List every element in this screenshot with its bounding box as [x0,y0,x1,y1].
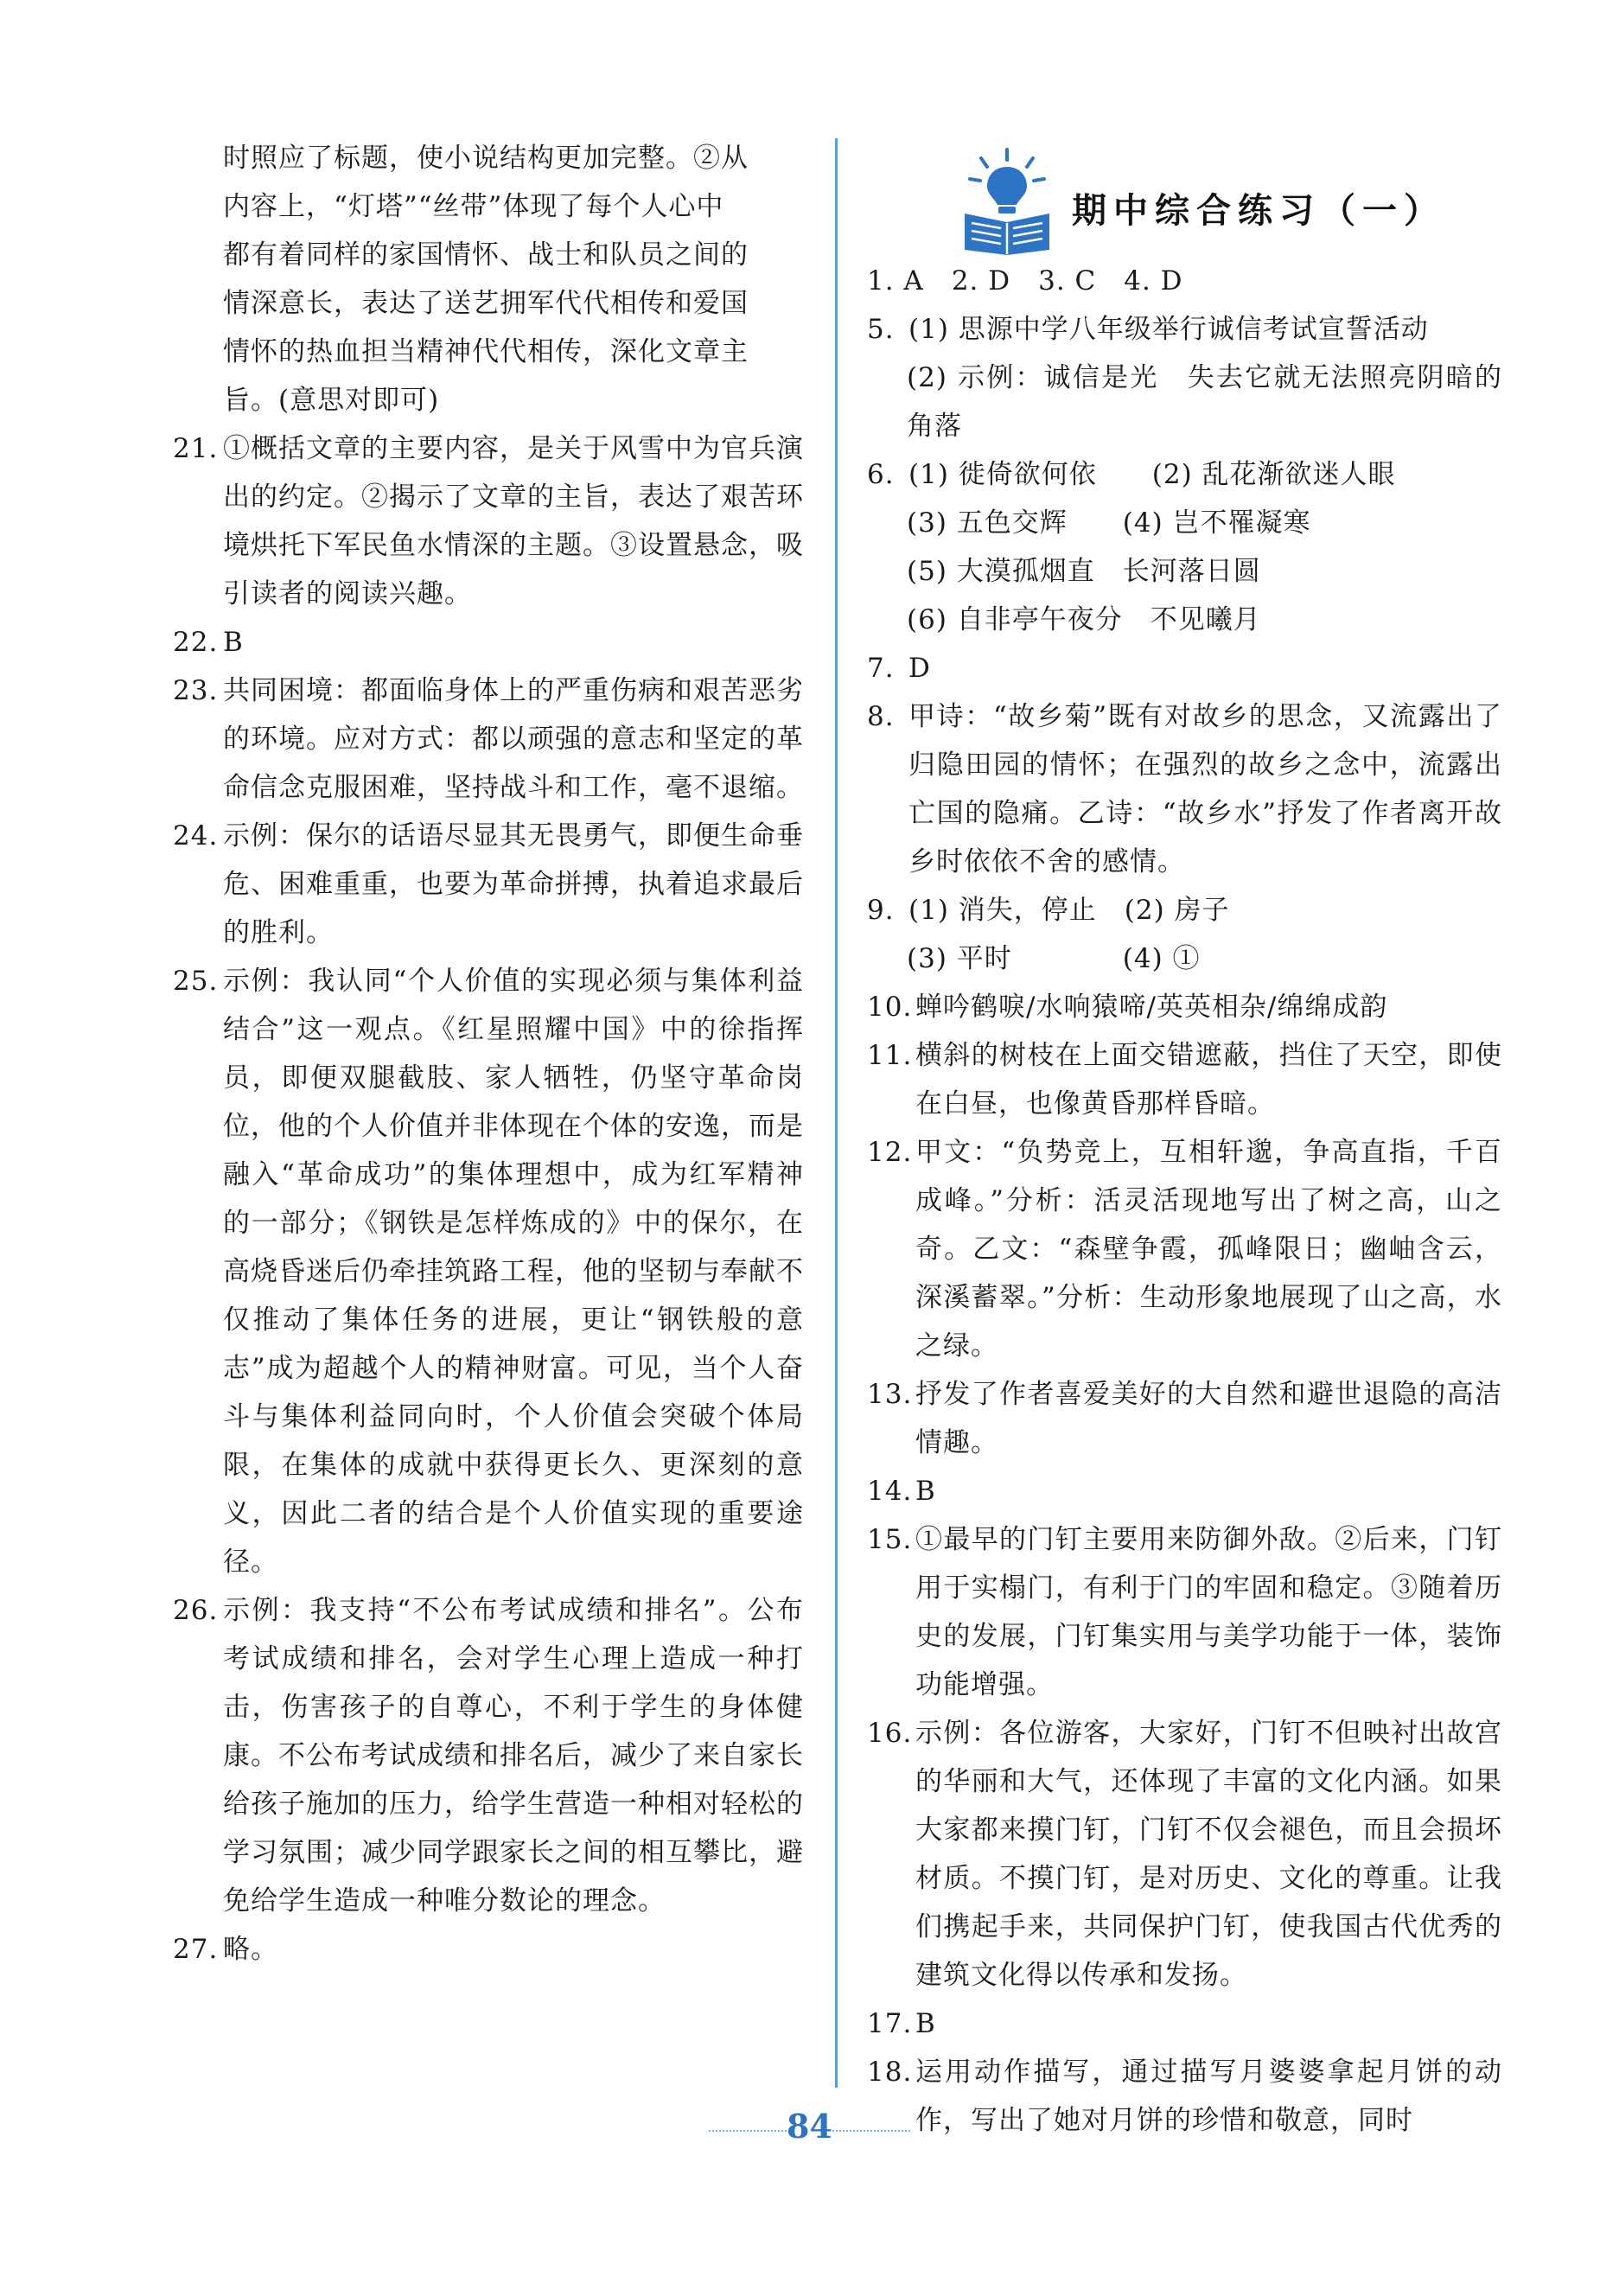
question-number: 12. [867,1137,913,1168]
page-number: 84 [787,2107,832,2146]
answer-21 [173,424,804,618]
answer-14 [867,1467,1502,1515]
text-line: 旨。(意思对即可) [223,385,440,416]
question-number: 14. [867,1476,913,1507]
answer-6-row: (5) 大漠孤烟直 长河落日圆 [907,556,1261,587]
answer-15 [867,1515,1502,1709]
answer-26 [173,1586,804,1925]
answer-27 [173,1925,804,1974]
answer-9-row: (3) 平时 (4) ① [907,943,1201,974]
answer-text: ①最早的门钉主要用来防御外敌。②后来，门钉用于实榻门，有利于门的牢固和稳定。③随着历史的发展，门钉集实用与美学功能于一体，装饰功能增强。 [915,1524,1502,1700]
answer-6-row: (3) 五色交辉 (4) 岂不罹凝寒 [907,507,1311,539]
section-title: 期中综合练习（一） [1072,191,1445,231]
answer-text: 共同困境：都面临身体上的严重伤病和艰苦恶劣的环境。应对方式：都以顽强的意志和坚定的革命信念克服困难，坚持战斗和工作，毫不退缩。 [223,675,804,803]
question-number: 11. [867,1040,913,1071]
answer-6-row: (6) 自非亭午夜分 不见曦月 [907,604,1261,635]
answer-12 [867,1128,1502,1370]
answer-17 [867,1999,1502,2048]
text-line: 情怀的热血担当精神代代相传，深化文章主 [223,336,749,367]
answer-10 [867,983,1502,1031]
answer-text: ①概括文章的主要内容，是关于风雪中为官兵演出的约定。②揭示了文章的主旨，表达了艰苦环境烘托下军民鱼水情深的主题。③设置悬念，吸引读者的阅读兴趣。 [223,433,804,609]
answer-text: (1) 思源中学八年级举行诚信考试宣誓活动 [908,314,1429,345]
question-number: 26. [173,1595,219,1626]
text-line: 情深意长，表达了送艺拥军代代相传和爱国 [223,288,749,319]
text-line: 内容上，“灯塔”“丝带”体现了每个人心中 [223,191,724,222]
question-number: 23. [173,675,219,706]
question-number: 7. [867,653,895,684]
question-number: 17. [867,2008,913,2039]
answer-text: 示例：保尔的话语尽显其无畏勇气，即便生命垂危、困难重重，也要为革命拼搏，执着追求最后的胜利。 [223,820,804,948]
answer-5 [867,305,1502,354]
answer-11 [867,1031,1502,1128]
answer-text: 略。 [223,1934,278,1965]
question-number: 27. [173,1934,219,1965]
answer-text: B [915,1476,936,1507]
question-number: 25. [173,966,219,997]
question-number: 15. [867,1524,913,1555]
question-number: 24. [173,820,219,851]
text-line: 都有着同样的家国情怀、战士和队员之间的 [223,239,749,271]
answer-text: 示例：我支持“不公布考试成绩和排名”。公布考试成绩和排名，会对学生心理上造成一种打击，伤害孩子的自尊心，不利于学生的身体健康。不公布考试成绩和排名后，减少了来自家长给孩子施加的压力，给学生营造一种相对轻松的学习氛围；减少同学跟家长之间的相互攀比，避免给学生造成一种唯分数论的理念。 [223,1595,804,1917]
section-heading [959,138,1513,259]
text-line: 时照应了标题，使小说结构更加完整。②从 [223,143,749,174]
answer-22 [173,618,804,666]
answer-25 [173,957,804,1586]
left-column [173,134,804,1974]
answer-24 [173,812,804,957]
question-number: 13. [867,1379,913,1410]
answer-text: 示例：各位游客，大家好，门钉不但映衬出故宫的华丽和大气，还体现了丰富的文化内涵。如果大家都来摸门钉，门钉不仅会褪色，而且会损坏材质。不摸门钉，是对历史、文化的尊重。让我们携起手来，共同保护门钉，使我国古代优秀的建筑文化得以传承和发扬。 [915,1718,1502,1991]
answer-text: 甲文：“负势竞上，互相轩邈，争高直指，千百成峰。”分析：活灵活现地写出了树之高，山之奇。乙文：“森壁争霞，孤峰限日；幽岫含云，深溪蓄翠。”分析：生动形象地展现了山之高，水之绿。 [915,1137,1502,1362]
question-number: 18. [867,2057,913,2088]
answer-16 [867,1709,1502,1999]
question-number: 5. [867,314,895,345]
question-number: 21. [173,433,219,464]
intro-paragraph [173,134,804,424]
answer-23 [173,666,804,812]
question-number: 6. [867,459,895,490]
answer-text: 运用动作描写，通过描写月婆婆拿起月饼的动作，写出了她对月饼的珍惜和敬意，同时 [915,2057,1502,2136]
answer-9 [867,886,1502,934]
right-column [867,257,1502,2145]
answer-text: 抒发了作者喜爱美好的大自然和避世退隐的高洁情趣。 [915,1379,1502,1458]
answer-text: (1) 消失，停止 (2) 房子 [908,895,1230,926]
question-number: 9. [867,895,895,926]
answer-text: B [915,2008,936,2039]
answer-text: B [223,627,244,658]
answer-text: 横斜的树枝在上面交错遮蔽，挡住了天空，即使在白昼，也像黄昏那样昏暗。 [915,1040,1502,1119]
footer-rule-right [832,2130,910,2132]
page-footer [0,2102,1619,2154]
answer-5-part-2: (2) 示例：诚信是光 失去它就无法照亮阴暗的角落 [907,362,1502,442]
answer-8 [867,692,1502,886]
answer-text: 示例：我认同“个人价值的实现必须与集体利益结合”这一观点。《红星照耀中国》中的徐指挥员，即便双腿截肢、家人牺牲，仍坚守革命岗位，他的个人价值并非体现在个体的安逸，而是融入“革命成功”的集体理想中，成为红军精神的一部分；《钢铁是怎样炼成的》中的保尔，在高烧昏迷后仍牵挂筑路工程，他的坚韧与奉献不仅推动了集体任务的进展，更让“钢铁般的意志”成为超越个人的精神财富。可见，当个人奋斗与集体利益同向时，个人价值会突破个体局限，在集体的成就中获得更长久、更深刻的意义，因此二者的结合是个人价值实现的重要途径。 [223,966,804,1578]
answer-13 [867,1370,1502,1467]
answer-7 [867,644,1502,692]
question-number: 10. [867,992,913,1023]
question-number: 22. [173,627,219,658]
answer-text: (1) 徙倚欲何依 (2) 乱花渐欲迷人眼 [908,459,1396,490]
book-bulb-icon [959,143,1055,258]
question-number: 8. [867,701,895,732]
answer-text: D [908,653,931,684]
answer-text: 蝉吟鹤唳/水响猿啼/英英相杂/绵绵成韵 [915,992,1388,1023]
column-divider [835,138,838,2088]
question-number: 16. [867,1718,913,1749]
answer-text: 甲诗：“故乡菊”既有对故乡的思念，又流露出了归隐田园的情怀；在强烈的故乡之念中，流露出亡国的隐痛。乙诗：“故乡水”抒发了作者离开故乡时依依不舍的感情。 [908,701,1502,877]
answer-6 [867,450,1502,499]
answer-row-1-4: 1. A 2. D 3. C 4. D [867,265,1183,297]
